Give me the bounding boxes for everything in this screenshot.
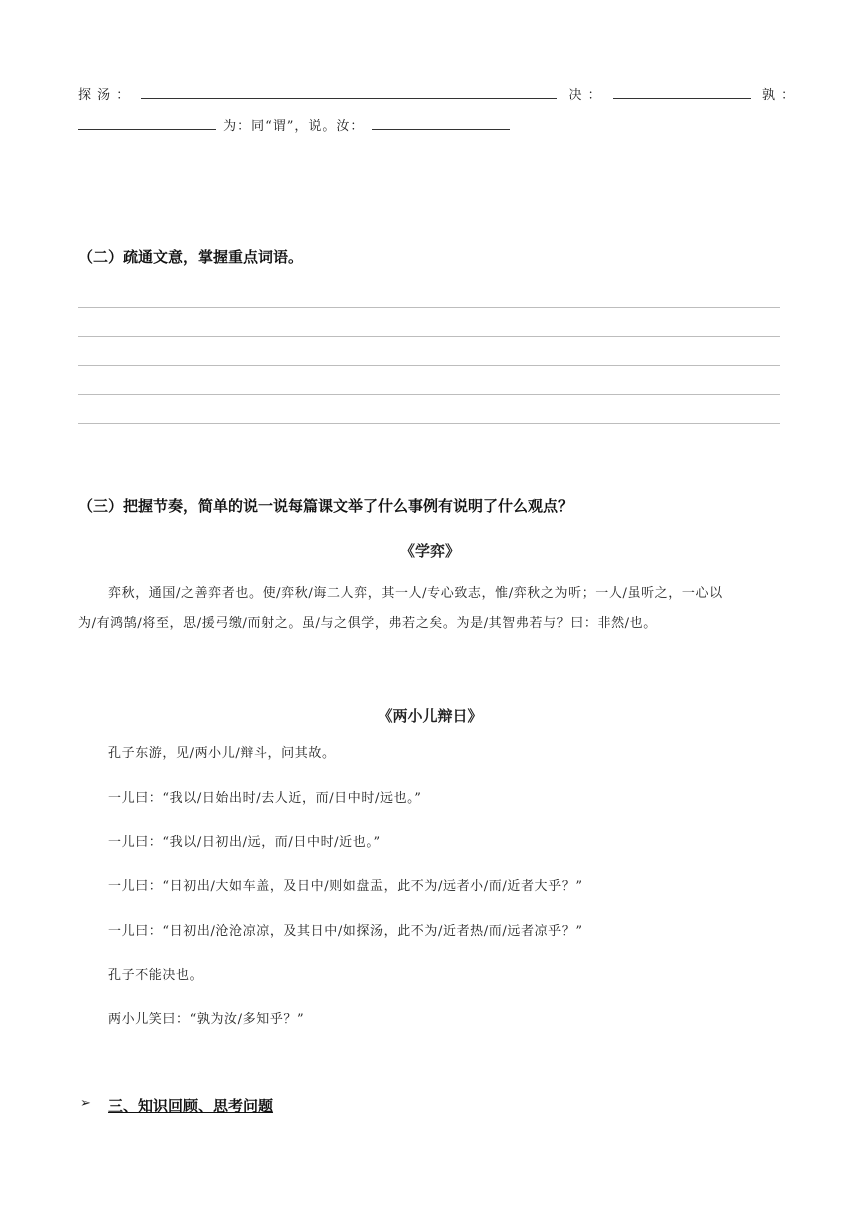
liangxiaoer-line-2: 一儿曰：“我以/日始出时/去人近，而/日中时/远也。” bbox=[108, 791, 422, 806]
liangxiaoer-line-1: 孔子东游，见/两小儿/辩斗，问其故。 bbox=[108, 746, 336, 761]
liangxiaoer-line-6: 孔子不能决也。 bbox=[108, 968, 204, 983]
arrow-bullet-icon: ➢ bbox=[80, 1096, 91, 1111]
liangxiaoer-line-5: 一儿曰：“日初出/沧沧凉凉，及其日中/如探汤，此不为/近者热/而/远者凉乎？” bbox=[108, 924, 583, 939]
answer-line-4[interactable] bbox=[78, 394, 780, 395]
liangxiaoer-line-4: 一儿曰：“日初出/大如车盖，及日中/则如盘盂，此不为/远者小/而/近者大乎？” bbox=[108, 879, 583, 894]
liangxiaoer-line-7: 两小儿笑曰：“孰为汝/多知乎？” bbox=[108, 1012, 305, 1027]
fill-in-label-shu: 孰 ： bbox=[761, 88, 796, 103]
fill-in-label-tantang: 探 汤 ： bbox=[78, 88, 131, 103]
section-2-heading: （二）疏通文意，掌握重点词语。 bbox=[78, 248, 304, 266]
blank-jue[interactable] bbox=[613, 85, 751, 99]
fill-in-row-2 bbox=[78, 115, 510, 134]
xueyi-title: 《学弈》 bbox=[399, 542, 460, 560]
xueyi-line-1: 弈秋，通国/之善弈者也。使/弈秋/诲二人弈，其一人/专心致志，惟/弈秋之为听；一人/虽听之，一心以 bbox=[108, 586, 723, 601]
answer-line-3[interactable] bbox=[78, 365, 780, 366]
fill-in-label-jue: 决 ： bbox=[568, 88, 602, 103]
answer-line-5[interactable] bbox=[78, 423, 780, 424]
answer-line-2[interactable] bbox=[78, 336, 780, 337]
fill-in-mid-text: 为：同“谓”，说。汝： bbox=[223, 119, 365, 134]
xueyi-line-2: 为/有鸿鹄/将至，思/援弓缴/而射之。虽/与之俱学，弗若之矣。为是/其智弗若与？曰：非然/也。 bbox=[78, 616, 657, 631]
liangxiaoer-title: 《两小儿辩日》 bbox=[377, 707, 483, 725]
section-3-heading: （三）把握节奏，简单的说一说每篇课文举了什么事例有说明了什么观点？ bbox=[78, 497, 574, 515]
blank-shu[interactable] bbox=[78, 116, 216, 130]
liangxiaoer-line-3: 一儿曰：“我以/日初出/远，而/日中时/近也。” bbox=[108, 835, 381, 850]
answer-line-1[interactable] bbox=[78, 307, 780, 308]
blank-ru[interactable] bbox=[372, 116, 510, 130]
fill-in-row-1 bbox=[78, 84, 795, 103]
blank-tantang[interactable] bbox=[141, 85, 557, 99]
section-three-heading: 三、知识回顾、思考问题 bbox=[108, 1097, 274, 1115]
